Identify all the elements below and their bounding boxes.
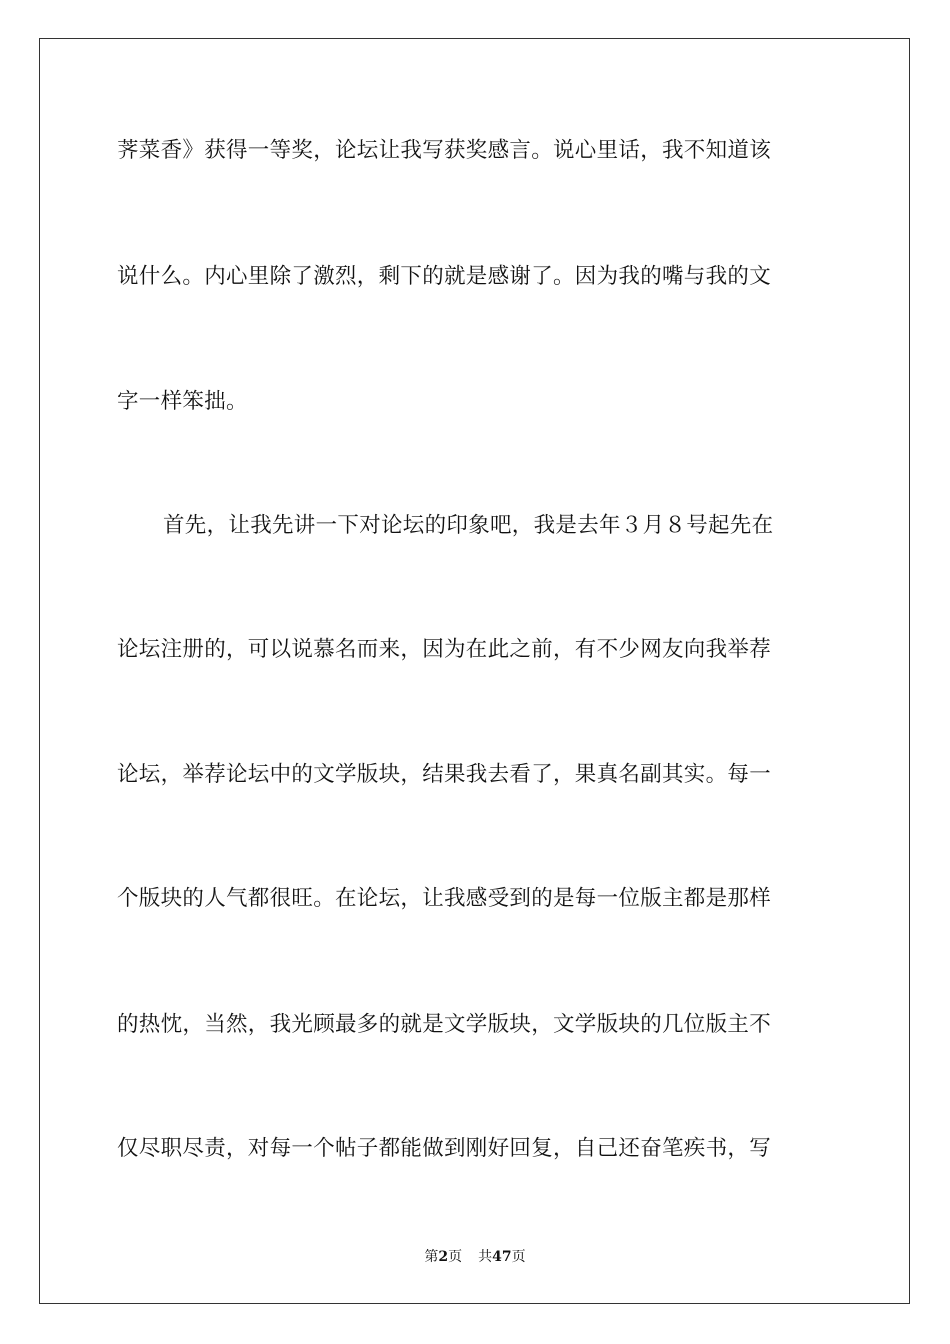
body-text-line-8: 的热忱，当然，我光顾最多的就是文学版块，文学版块的几位版主不	[117, 1012, 772, 1037]
body-text-line-6: 论坛，举荐论坛中的文学版块，结果我去看了，果真名副其实。每一	[117, 762, 772, 787]
footer-page-suffix: 页	[448, 1249, 463, 1265]
footer-total-suffix: 页	[511, 1249, 526, 1265]
body-text-line-9: 仅尽职尽责，对每一个帖子都能做到刚好回复，自己还奋笔疾书，写	[117, 1136, 772, 1161]
body-text-line-7: 个版块的人气都很旺。在论坛，让我感受到的是每一位版主都是那样	[117, 886, 772, 911]
body-text-line-5: 论坛注册的，可以说慕名而来，因为在此之前，有不少网友向我举荐	[117, 637, 772, 662]
body-text-line-1: 荠菜香》获得一等奖，论坛让我写获奖感言。说心里话，我不知道该	[117, 138, 772, 163]
body-text-line-2: 说什么。内心里除了激烈，剩下的就是感谢了。因为我的嘴与我的文	[117, 264, 772, 289]
footer-prefix: 第	[424, 1249, 439, 1265]
total-pages-number: 47	[492, 1249, 512, 1265]
footer-total-prefix: 共	[478, 1249, 493, 1265]
page-frame	[39, 38, 910, 1304]
body-text-line-3: 字一样笨拙。	[117, 389, 248, 414]
current-page-number: 2	[438, 1249, 449, 1265]
body-text-line-4: 首先，让我先讲一下对论坛的印象吧，我是去年３月８号起先在	[163, 513, 774, 538]
page-footer	[0, 1247, 950, 1267]
